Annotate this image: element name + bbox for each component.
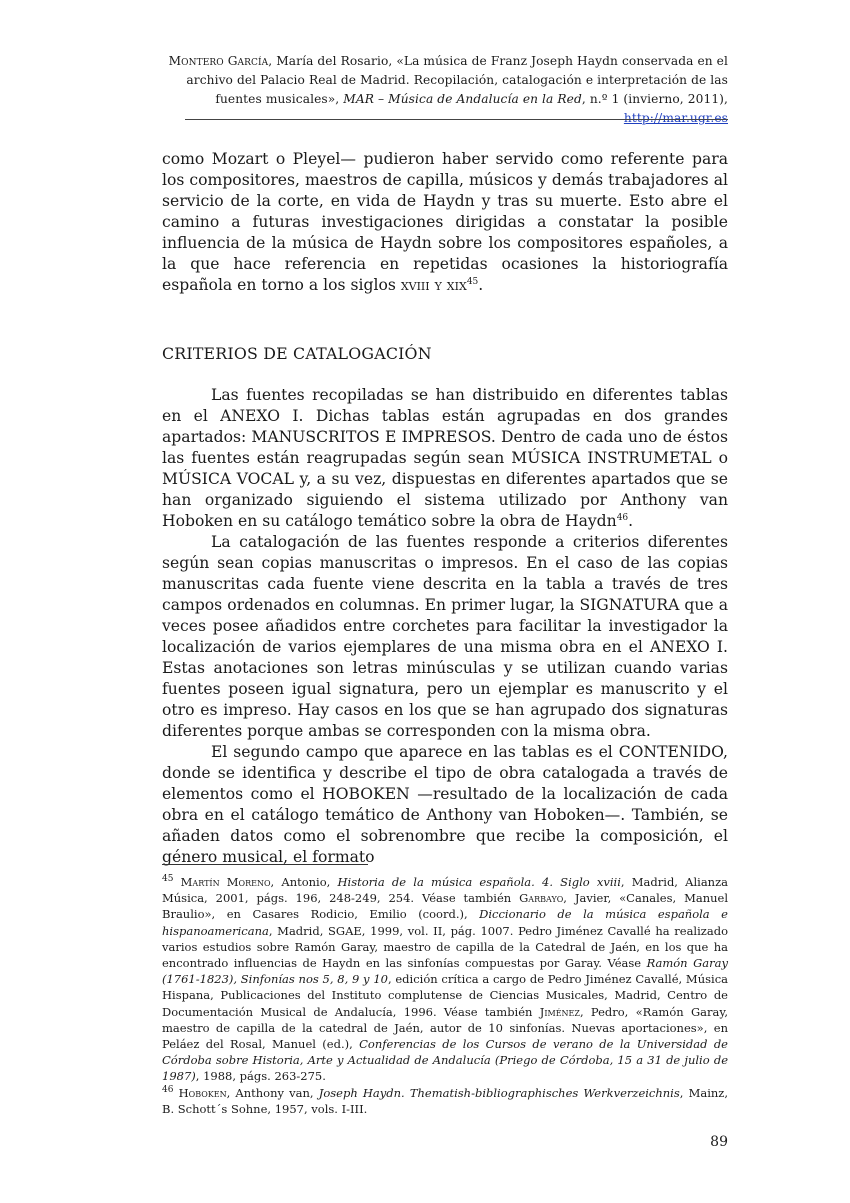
footnote-number: 46	[162, 1084, 174, 1095]
header-citation-text: , María del Rosario, «La música de Franz Joseph Haydn conservada en el archivo del Palacio Real de Madrid. Recopilación, catalogación e interpretación de las fuentes musicales»,	[186, 54, 728, 106]
header-journal: MAR – Música de Andalucía en la Red	[343, 92, 582, 106]
section-heading: CRITERIOS DE CATALOGACIÓN	[162, 344, 432, 363]
paragraph-2: La catalogación de las fuentes responde a criterios diferentes según sean copias manuscritas o impresos. En el caso de las copias manuscritas cada fuente viene descrita en la tabla a través de tres campos ordenados en columnas. En primer lugar, la SIGNATURA que a veces posee añadidos entre corchetes para facilitar la investigador la localización de varios ejemplares de una misma obra en el ANEXO I. Estas anotaciones son letras minúsculas y se utilizan cuando varias fuentes poseen igual signatura, pero un ejemplar es manuscrito y el otro es impreso. Hay casos en los que se han agrupado dos signaturas diferentes porque ambas se corresponden con la misma obra.	[162, 533, 728, 740]
footnote-text: , Madrid, Alianza Música, 2001, págs. 196, 248-249, 254. Véase también	[162, 875, 728, 906]
header-author: Montero García	[168, 54, 269, 68]
footnote-text: , Madrid, SGAE, 1999, vol. II, pág. 1007. Pedro Jiménez Cavallé ha realizado varios estudios sobre Ramón Garay, maestro de capilla de la Catedral de Jaén, en los que ha encontrado influencias de Haydn en las sinfonías compuestas por Garay. Véase	[162, 923, 728, 971]
footnote-46	[162, 1085, 728, 1117]
footnote-author: Garbayo	[519, 891, 564, 906]
footnote-number: 45	[162, 874, 174, 885]
footnote-text: , Antonio,	[270, 875, 338, 889]
footnote-text: , Javier, «Canales, Manuel Braulio», en Casares Rodicio, Emilio (coord.),	[162, 891, 729, 922]
footnote-author: Hoboken	[178, 1085, 227, 1100]
header-divider	[185, 119, 728, 120]
journal-url-link[interactable]: http://mar.ugr.es	[623, 111, 728, 125]
header-issue: , n.º 1 (invierno, 2011),	[581, 92, 728, 106]
footnote-45	[162, 874, 728, 1085]
intro-text: como Mozart o Pleyel— pudieron haber servido como referente para los compositores, maestros de capilla, músicos y demás trabajadores al servicio de la corte, en vida de Haydn y tras su muerte. Esto abre el camino a futuras investigaciones dirigidas a constatar la posible influencia de la música de Haydn sobre los compositores españoles, a la que hace referencia en repetidas ocasiones la historiografía española en torno a los siglos	[162, 150, 728, 294]
footnote-text: , Pedro, «Ramón Garay, maestro de capilla de la catedral de Jaén, autor de 10 sinfonías. Nuevas aportaciones», en Peláez del Rosal, Manuel (ed.),	[162, 1004, 728, 1052]
footnote-text: , Mainz, B. Schott´s Sohne, 1957, vols. I-III.	[162, 1085, 729, 1116]
footnote-title: Diccionario de la música española e hispanoamericana	[162, 907, 728, 938]
footnote-title: Conferencias de los Cursos de verano de la Universidad de Córdoba sobre Historia, Arte y Actualidad de Andalucía (Priego de Córdoba, 15 a 31 de julio de 1987)	[162, 1037, 728, 1084]
paragraph-3: El segundo campo que aparece en las tablas es el CONTENIDO, donde se identifica y describe el tipo de obra catalogada a través de elementos como el HOBOKEN —resultado de la localización de cada obra en el catálogo temático de Anthony van Hoboken—. También, se añaden datos como el sobrenombre que recibe la composición, el género musical, el formato	[162, 743, 728, 866]
centuries-text: xviii y xix	[400, 276, 467, 294]
footnote-author: Jiménez	[539, 1004, 580, 1019]
footnote-text: , 1988, págs. 263-275.	[195, 1069, 326, 1084]
paragraph-1-text: Las fuentes recopiladas se han distribuido en diferentes tablas en el ANEXO I. Dichas tablas están agrupadas en dos grandes apartados: MANUSCRITOS E IMPRESOS. Dentro de cada uno de éstos las fuentes están reagrupadas según sean MÚSICA INSTRUMETAL o MÚSICA VOCAL y, a su vez, dispuestas en diferentes apartados que se han organizado siguiendo el sistema utilizado por Anthony van Hoboken en su catálogo temático sobre la obra de Haydn	[162, 386, 728, 530]
footnote-title: Joseph Haydn. Thematish-bibliographisches Werkverzeichnis	[318, 1085, 680, 1100]
footnote-ref-45[interactable]: 45	[466, 276, 479, 287]
main-text	[162, 149, 728, 868]
footnotes	[162, 874, 728, 1117]
intro-paragraph: como Mozart o Pleyel— pudieron haber servido como referente para los compositores, maestros de capilla, músicos y demás trabajadores al servicio de la corte, en vida de Haydn y tras su muerte. Esto abre el camino a futuras investigaciones dirigidas a constatar la posible influencia de la música de Haydn sobre los compositores españoles, a la que hace referencia en repetidas ocasiones la historiografía española en torno a los siglos xviii y xix$^{45}$.	[162, 150, 728, 294]
citation-header	[160, 52, 728, 128]
footnote-ref-46[interactable]: 46	[616, 512, 629, 523]
page-number: 89	[710, 1134, 728, 1150]
footnote-divider	[162, 864, 368, 865]
footnote-title: Ramón Garay (1761-1823), Sinfonías nos 5, 8, 9 y 10	[162, 956, 728, 987]
paragraph-1: Las fuentes recopiladas se han distribuido en diferentes tablas en el ANEXO I. Dichas tablas están agrupadas en dos grandes apartados: MANUSCRITOS E IMPRESOS. Dentro de cada uno de éstos las fuentes están reagrupadas según sean MÚSICA INSTRUMETAL o MÚSICA VOCAL y, a su vez, dispuestas en diferentes apartados que se han organizado siguiendo el sistema utilizado por Anthony van Hoboken en su catálogo temático sobre la obra de Haydn$^{46}$.	[162, 386, 728, 530]
footnote-text: , edición crítica a cargo de Pedro Jiménez Cavallé, Música Hispana, Publicaciones del Instituto complutense de Ciencias Musicales, Madrid, Centro de Documentación Musical de Andalucía, 1996. Véase también	[162, 972, 728, 1019]
footnote-author: Martín Moreno	[180, 875, 271, 889]
footnote-text: , Anthony van,	[226, 1085, 319, 1100]
footnote-title: Historia de la música española. 4. Siglo xviii	[337, 875, 621, 889]
